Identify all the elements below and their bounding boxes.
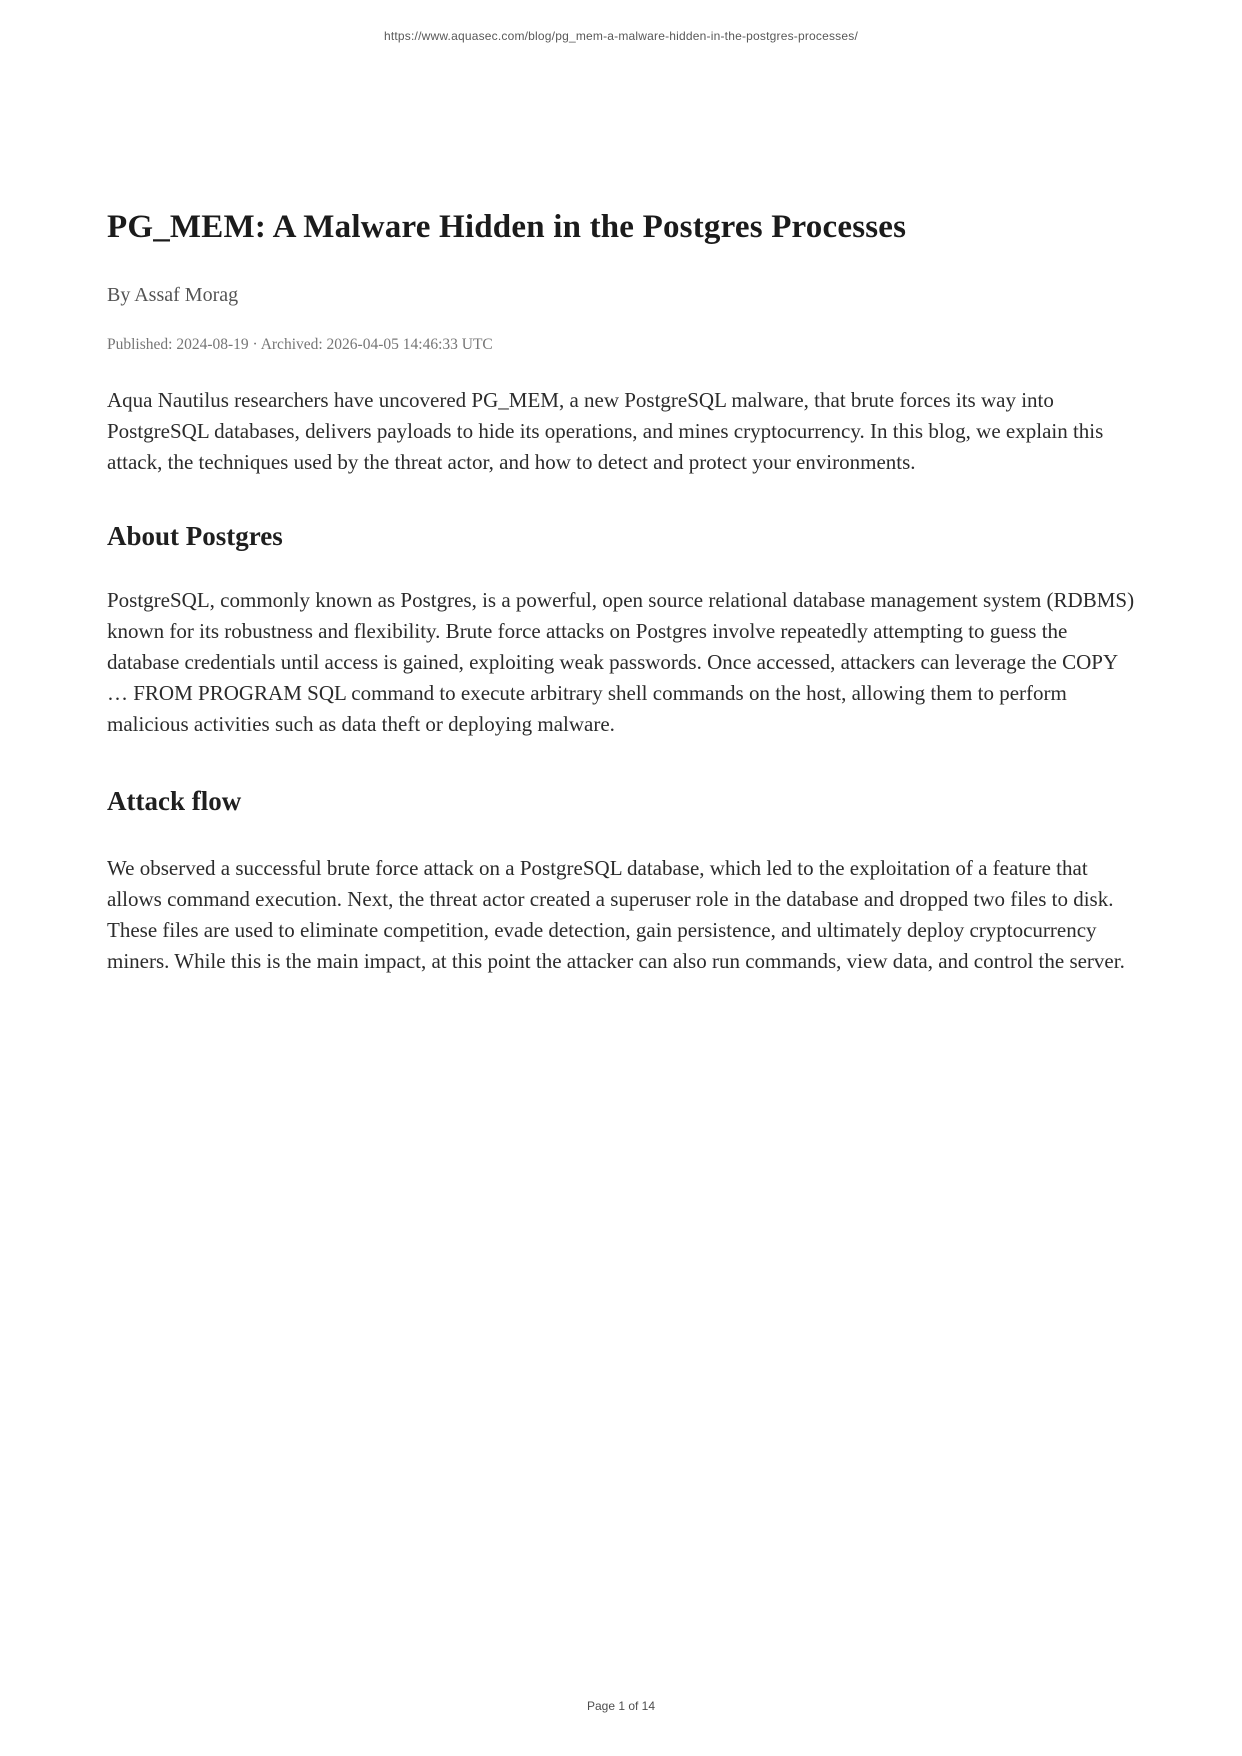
section-heading-about-postgres: About Postgres xyxy=(107,521,283,551)
article-byline: By Assaf Morag xyxy=(107,284,239,306)
section-paragraph-attack-flow: We observed a successful brute force attack on a PostgreSQL database, which led to the exploitation of a feature that allows command execution. Next, the threat actor created a superuser role in the database and dropped two files to disk. These files are used to eliminate competition, evade detection, gain persistence, and ultimately deploy cryptocurrency miners. While this is the main impact, at this point the attacker can also run commands, view data, and control the server. xyxy=(107,856,1125,973)
section-paragraph-about-postgres: PostgreSQL, commonly known as Postgres, is a powerful, open source relational database management system (RDBMS) known for its robustness and flexibility. Brute force attacks on Postgres involve repeatedly attempting to guess the database credentials until access is gained, exploiting weak passwords. Once accessed, attackers can leverage the COPY … FROM PROGRAM SQL command to execute arbitrary shell commands on the host, allowing them to perform malicious activities such as data theft or deploying malware. xyxy=(107,588,1135,736)
article-publish-meta: Published: 2024-08-19 · Archived: 2026-04-05 14:46:33 UTC xyxy=(107,336,493,353)
article-intro-paragraph: Aqua Nautilus researchers have uncovered PG_MEM, a new PostgreSQL malware, that brute forces its way into PostgreSQL databases, delivers payloads to hide its operations, and mines cryptocurrency. In this blog, we explain this attack, the techniques used by the threat actor, and how to detect and protect your environments. xyxy=(107,388,1104,474)
article-title: PG_MEM: A Malware Hidden in the Postgres Processes xyxy=(107,209,907,245)
archive-header-url: https://www.aquasec.com/blog/pg_mem-a-malware-hidden-in-the-postgres-processes/ xyxy=(383,29,858,43)
section-heading-attack-flow: Attack flow xyxy=(107,786,242,816)
page-number-indicator: Page 1 of 14 xyxy=(586,1699,656,1713)
article-page xyxy=(107,0,1137,977)
